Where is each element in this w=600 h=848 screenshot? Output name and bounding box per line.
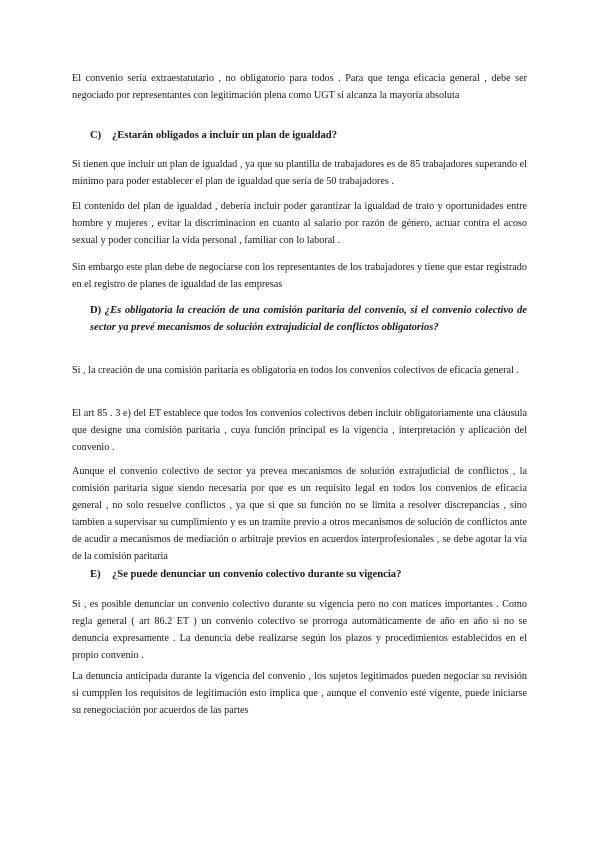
section-c-letter: C) — [90, 130, 102, 141]
section-d-letter: D) — [90, 305, 102, 316]
section-c-paragraph-2: El contenido del plan de igualdad , debería incluir poder garantizar la igualdad de trato y oportunidades entre hombre y mujeres , evitar la discriminacion en cuanto al salario por razón de género, actuar contra el acoso sexual y poder conciliar la vida personal , familiar con lo laboral . — [72, 201, 527, 246]
section-c-title: ¿Estarán obligados a incluir un plan de igualdad? — [112, 130, 337, 141]
section-e-title: ¿Se puede denunciar un convenio colectivo durante su vigencia? — [112, 569, 402, 580]
section-d-title: ¿Es obligatoria la creación de una comisión paritaria del convenio, si el convenio colectivo de sector ya prevé mecanismos de solución extrajudicial de conflictos obligatorios? — [90, 305, 527, 333]
section-c-paragraph-3: Sin embargo este plan debe de negociarse con los representantes de los trabajadores y tiene que estar registrado en el registro de planes de igualdad de las empresas — [72, 262, 527, 290]
section-d-heading — [90, 302, 527, 336]
section-e-paragraph-1: Si , es posible denunciar un convenio colectivo durante su vigencia pero no con matices importantes . Como regla general ( art 86.2 ET ) un convenio colectivo se prorroga automáticamente de año en año si no se denuncia expresamente . La denuncia debe realizarse según los plazos y procedimientos establecidos en el propio convenio . — [72, 599, 527, 661]
section-d-paragraph-1: Si , la creación de una comisión paritaria es obligatoria en todos los convenios colectivos de eficacia general . — [72, 365, 519, 376]
section-e-letter: E) — [90, 569, 101, 580]
intro-paragraph: El convenio sería extraestatutario , no obligatorio para todos . Para que tenga eficacia general , debe ser negociado por representantes con legitimación plena como UGT si alcanza la mayoría absoluta — [72, 73, 527, 101]
section-c-paragraph-1: Si tienen que incluir un plan de igualdad , ya que su plantilla de trabajadores es de 85 trabajadores superando el mínimo para poder establecer el plan de igualdad que sería de 50 trabajadores . — [72, 159, 527, 187]
section-e-heading — [90, 566, 401, 583]
section-e-paragraph-2: La denuncia anticipada durante la vigencia del convenio , los sujetos legitimados pueden negociar su revisión si cumpplen los requisitos de legitimación esto implica que , aunque el convenio esté vigente, puede iniciarse su renegociación por acuerdos de las partes — [72, 671, 527, 716]
section-d-paragraph-2: El art 85 . 3 e) del ET establece que todos los convenios colectivos deben incluir obligatoriamente una cláusula que designe una comisión paritaria , cuya función principal es la vigencia , interpretación y aplicación del convenio . — [72, 408, 527, 453]
section-d-paragraph-3: Aunque el convenio colectivo de sector ya prevea mecanismos de solución extrajudicial de conflictos , la comisión paritaria sigue siendo necesaria por que es un requisito legal en todos los convenios de eficacia general , no solo resuelve conflictos , ya que si que su función no se limita a resolver discrepancias , sino tambien a supervisar su cumplimiento y es un tramite previo a otros mecanismos de solución de conflictos ante de acudir a mecanismos de mediación o arbitraje previos en acuerdos interprofesionales , se debe agotar la vía de la comisión paritaria — [72, 466, 527, 562]
section-c-heading — [90, 127, 337, 144]
